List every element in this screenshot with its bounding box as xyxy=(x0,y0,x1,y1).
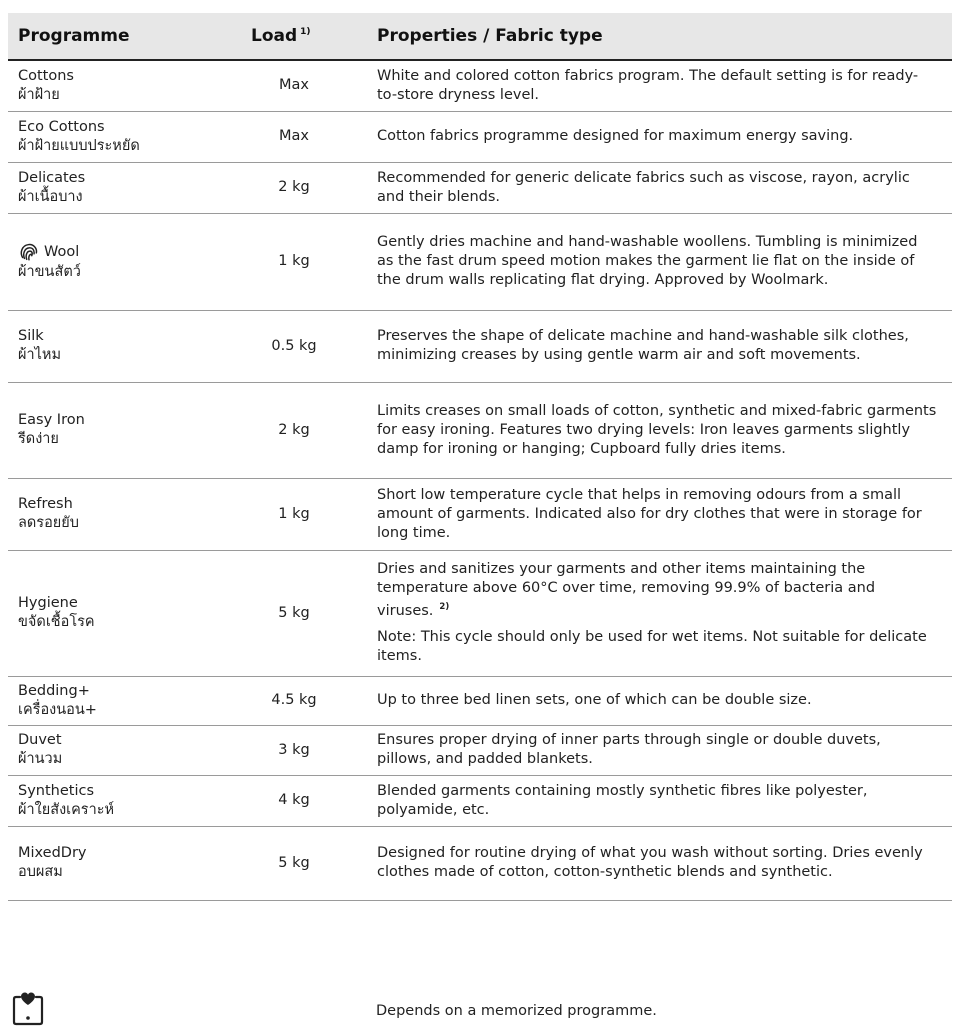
programme-load: Max xyxy=(221,60,367,111)
programme-description: Limits creases on small loads of cotton, synthetic and mixed-fabric garments for easy ironing. Features two drying levels: Iron leaves garments slightly damp for ironing or hanging; Cupboard fully dries items. xyxy=(367,382,952,478)
header-properties: Properties / Fabric type xyxy=(367,13,952,60)
programme-description: Short low temperature cycle that helps in removing odours from a small amount of garments. Indicated also for dry clothes that were in storage for long time. xyxy=(367,478,952,550)
programme-table xyxy=(8,13,952,901)
programme-description: Up to three bed linen sets, one of which can be double size. xyxy=(367,676,952,725)
table-row xyxy=(8,826,952,900)
table-row xyxy=(8,213,952,310)
table-row xyxy=(8,111,952,162)
hygiene-note: Note: This cycle should only be used for wet items. Not suitable for delicate items. xyxy=(377,629,927,665)
programme-load: 2 kg xyxy=(221,382,367,478)
programme-description: Dries and sanitizes your garments and other items maintaining the temperature above 60°C over time, removing 99.9% of bacteria and viruses. $^{2)}$ Note: This cycle should only be used for wet items. Not suitable for delicate items. xyxy=(367,550,952,676)
programme-load: 4.5 kg xyxy=(221,676,367,725)
programme-name: Bedding+ เครื่องนอน+ xyxy=(8,676,221,725)
table-row xyxy=(8,775,952,826)
header-load: Load $^{1)}$ xyxy=(221,13,367,60)
programme-name: Wool ผ้าขนสัตว์ xyxy=(8,213,221,310)
programme-description: Recommended for generic delicate fabrics such as viscose, rayon, acrylic and their blends. xyxy=(367,162,952,213)
programme-description: Designed for routine drying of what you wash without sorting. Dries evenly clothes made of cotton, cotton-synthetic blends and synthetic. xyxy=(367,826,952,900)
hygiene-footnote-marker: 2) xyxy=(439,601,450,612)
programme-load: 4 kg xyxy=(221,775,367,826)
programme-name: Refresh ลดรอยยับ xyxy=(8,478,221,550)
programme-name: Eco Cottons ผ้าฝ้ายแบบประหยัด xyxy=(8,111,221,162)
favourite-programme-icon xyxy=(12,991,44,1027)
table-row xyxy=(8,60,952,111)
table-row xyxy=(8,725,952,775)
programme-description: Cotton fabrics programme designed for maximum energy saving. xyxy=(367,111,952,162)
programme-description: Gently dries machine and hand-washable woollens. Tumbling is minimized as the fast drum speed motion makes the garment lie flat on the inside of the drum walls replicating flat drying. Approved by Woolmark. xyxy=(367,213,952,310)
woolmark-icon xyxy=(18,241,40,263)
programme-load: 3 kg xyxy=(221,725,367,775)
table-row xyxy=(8,162,952,213)
programme-load: Max xyxy=(221,111,367,162)
programme-load: 1 kg xyxy=(221,213,367,310)
table-row xyxy=(8,550,952,676)
footer-row xyxy=(8,1001,952,1025)
programme-name: Easy Iron รีดง่าย xyxy=(8,382,221,478)
table-row xyxy=(8,478,952,550)
table-row xyxy=(8,382,952,478)
programme-description: Preserves the shape of delicate machine and hand-washable silk clothes, minimizing creases by using gentle warm air and soft movements. xyxy=(367,310,952,382)
footer-text: Depends on a memorized programme. xyxy=(376,1003,657,1019)
programme-load: 1 kg xyxy=(221,478,367,550)
programme-description: White and colored cotton fabrics program. The default setting is for ready-to-store dryness level. xyxy=(367,60,952,111)
programme-name: Cottons ผ้าฝ้าย xyxy=(8,60,221,111)
programme-description: Ensures proper drying of inner parts through single or double duvets, pillows, and padded blankets. xyxy=(367,725,952,775)
programme-load: 5 kg xyxy=(221,550,367,676)
programme-name: Synthetics ผ้าใยสังเคราะห์ xyxy=(8,775,221,826)
programme-load: 5 kg xyxy=(221,826,367,900)
load-footnote-marker: 1) xyxy=(300,27,311,38)
table-row xyxy=(8,676,952,725)
programme-name: MixedDry อบผสม xyxy=(8,826,221,900)
programme-name: Duvet ผ้านวม xyxy=(8,725,221,775)
programme-description: Blended garments containing mostly synthetic fibres like polyester, polyamide, etc. xyxy=(367,775,952,826)
header-programme: Programme xyxy=(8,13,221,60)
programme-name: Silk ผ้าไหม xyxy=(8,310,221,382)
table-header xyxy=(8,13,952,60)
programme-name: Delicates ผ้าเนื้อบาง xyxy=(8,162,221,213)
programme-name: Hygiene ขจัดเชื้อโรค xyxy=(8,550,221,676)
table-row xyxy=(8,310,952,382)
programme-load: 0.5 kg xyxy=(221,310,367,382)
programme-load: 2 kg xyxy=(221,162,367,213)
